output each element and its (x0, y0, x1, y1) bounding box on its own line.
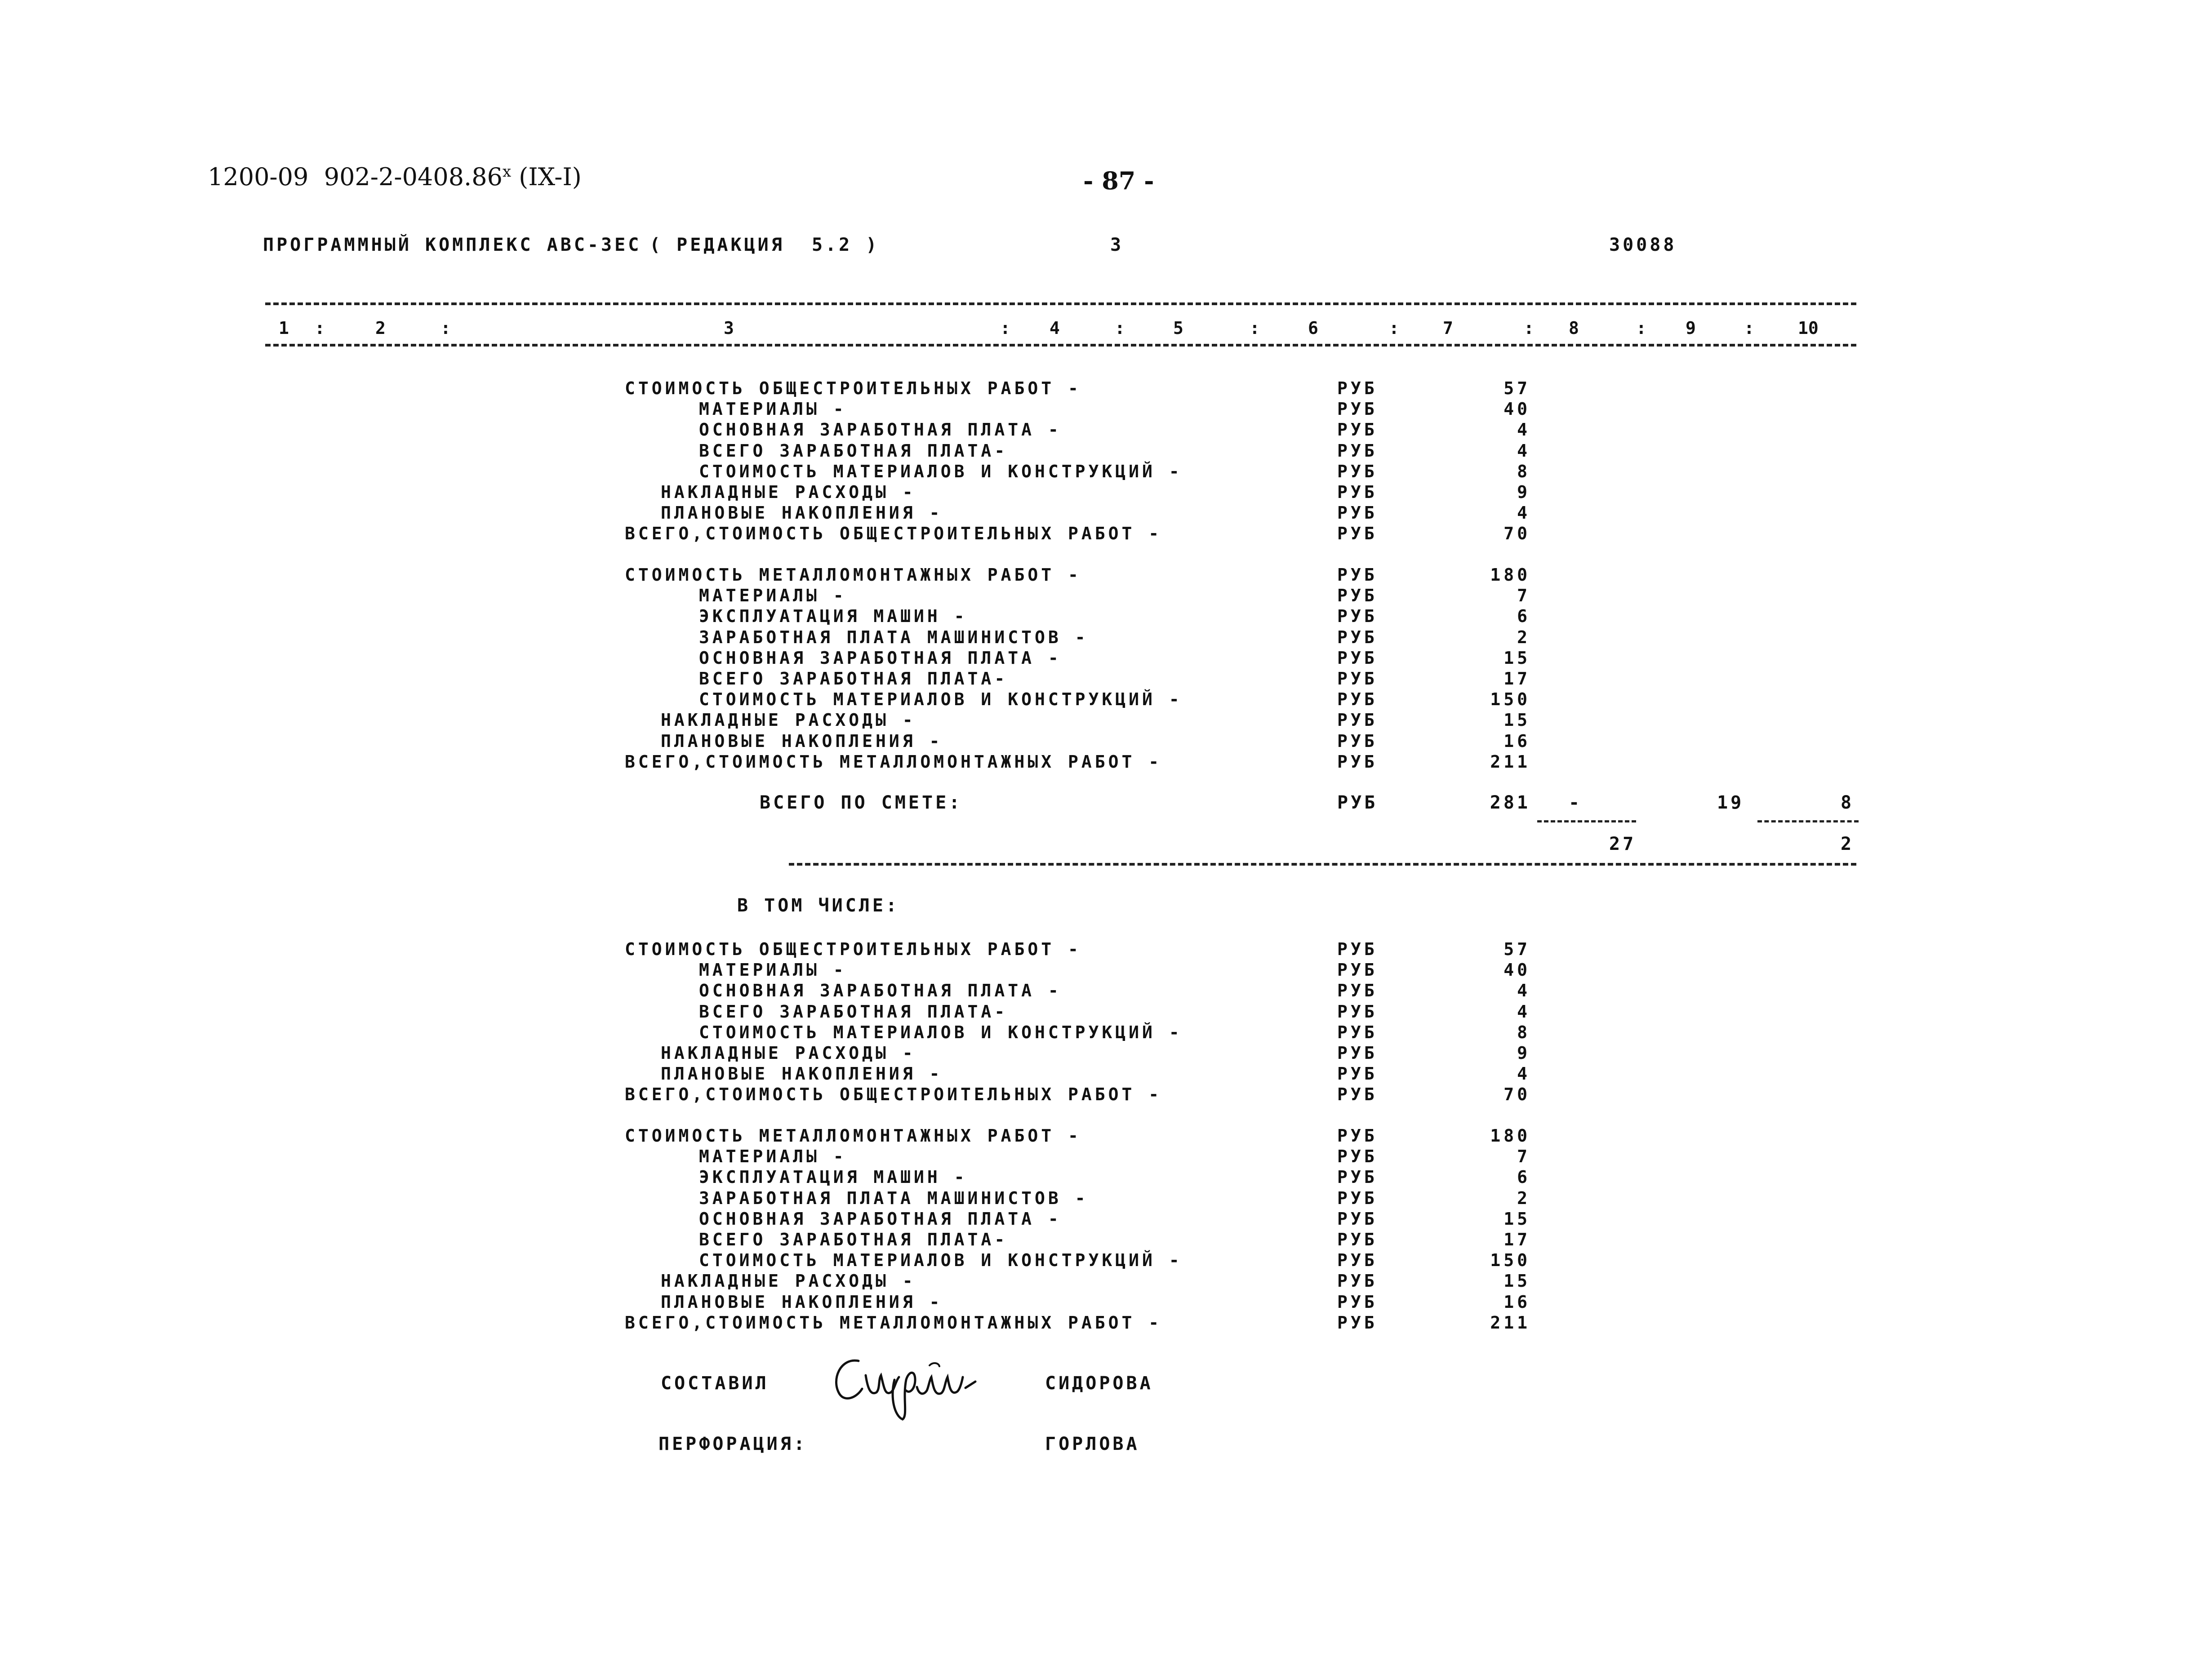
row-label: ПЛАНОВЫЕ НАКОПЛЕНИЯ - (661, 731, 943, 751)
row-value: 7 (1517, 1147, 1530, 1167)
row-value: 15 (1504, 1209, 1530, 1229)
estimate-row (0, 1002, 2193, 1022)
row-unit: РУБ (1337, 461, 1378, 481)
estimate-row (0, 1064, 2193, 1084)
row-value: 57 (1504, 939, 1530, 959)
row-value: 4 (1517, 420, 1530, 440)
estimate-row (0, 731, 2193, 752)
row-value: 17 (1504, 669, 1530, 689)
row-unit: РУБ (1337, 1022, 1378, 1042)
estimate-row (0, 441, 2193, 462)
column-separator: : (315, 318, 325, 338)
row-unit: РУБ (1337, 482, 1378, 502)
row-value: 150 (1490, 689, 1530, 710)
row-unit: РУБ (1337, 731, 1378, 751)
row-label: СТОИМОСТЬ МЕТАЛЛОМОНТАЖНЫХ РАБОТ - (625, 1126, 1081, 1146)
row-value: 4 (1517, 1001, 1530, 1022)
row-value: 40 (1504, 960, 1530, 980)
column-separator: : (1250, 318, 1260, 338)
subtotal-rule-col8 (1537, 820, 1636, 822)
row-value: 8 (1517, 461, 1530, 481)
row-unit: РУБ (1337, 606, 1378, 627)
row-label: НАКЛАДНЫЕ РАСХОДЫ - (661, 710, 916, 730)
row-unit: РУБ (1337, 689, 1378, 710)
row-label: ВСЕГО ЗАРАБОТНАЯ ПЛАТА- (699, 1230, 1008, 1249)
estimate-row (0, 399, 2193, 420)
row-unit: РУБ (1337, 586, 1378, 606)
row-unit: РУБ (1337, 1312, 1378, 1333)
total-rule (789, 863, 1856, 866)
row-value: 6 (1517, 1167, 1530, 1187)
row-label: ЭКСПЛУАТАЦИЯ МАШИН - (699, 1167, 968, 1187)
row-value: 17 (1504, 1230, 1530, 1249)
column-number: 1 (279, 318, 289, 338)
including-label: В ТОМ ЧИСЛЕ: (737, 895, 899, 916)
program-code: 30088 (1609, 235, 1677, 255)
row-label: СТОИМОСТЬ МЕТАЛЛОМОНТАЖНЫХ РАБОТ - (625, 565, 1081, 585)
compiled-label: СОСТАВИЛ (661, 1373, 769, 1394)
row-label: ВСЕГО ЗАРАБОТНАЯ ПЛАТА- (699, 1001, 1008, 1022)
estimate-row (0, 710, 2193, 731)
row-label: ПЛАНОВЫЕ НАКОПЛЕНИЯ - (661, 1064, 943, 1084)
row-unit: РУБ (1337, 1126, 1378, 1146)
program-edition: ( РЕДАКЦИЯ 5.2 ) (649, 235, 880, 255)
estimate-row (0, 524, 2193, 544)
estimate-row (0, 669, 2193, 689)
row-label: ВСЕГО,СТОИМОСТЬ МЕТАЛЛОМОНТАЖНЫХ РАБОТ - (625, 1312, 1162, 1333)
perforation-name: ГОРЛОВА (1045, 1434, 1140, 1454)
row-unit: РУБ (1337, 440, 1378, 461)
row-label: ВСЕГО ЗАРАБОТНАЯ ПЛАТА- (699, 669, 1008, 689)
row-unit: РУБ (1337, 420, 1378, 440)
total-unit: РУБ (1337, 792, 1378, 813)
estimate-row (0, 482, 2193, 503)
row-value: 150 (1490, 1250, 1530, 1271)
row-unit: РУБ (1337, 1230, 1378, 1249)
row-value: 180 (1490, 565, 1530, 585)
row-label: ПЛАНОВЫЕ НАКОПЛЕНИЯ - (661, 1292, 943, 1312)
column-number: 4 (1050, 318, 1060, 338)
row-value: 9 (1517, 482, 1530, 502)
row-unit: РУБ (1337, 1250, 1378, 1271)
row-value: 15 (1504, 648, 1530, 668)
column-number: 10 (1798, 318, 1819, 338)
row-value: 16 (1504, 731, 1530, 751)
row-label: МАТЕРИАЛЫ - (699, 586, 847, 606)
row-unit: РУБ (1337, 648, 1378, 668)
estimate-row (0, 1292, 2193, 1313)
row-unit: РУБ (1337, 939, 1378, 959)
row-label: НАКЛАДНЫЕ РАСХОДЫ - (661, 1043, 916, 1063)
row-label: ЗАРАБОТНАЯ ПЛАТА МАШИНИСТОВ - (699, 1188, 1089, 1208)
program-sheet: 3 (1110, 235, 1124, 255)
column-number: 7 (1443, 318, 1453, 338)
column-separator: : (1524, 318, 1534, 338)
row-label: ОСНОВНАЯ ЗАРАБОТНАЯ ПЛАТА - (699, 981, 1062, 1001)
row-label: ОСНОВНАЯ ЗАРАБОТНАЯ ПЛАТА - (699, 420, 1062, 440)
row-value: 4 (1517, 981, 1530, 1001)
document-code (208, 163, 582, 191)
row-value: 15 (1504, 1271, 1530, 1291)
row-unit: РУБ (1337, 1064, 1378, 1084)
perforation-label: ПЕРФОРАЦИЯ: (658, 1434, 807, 1454)
row-label: НАКЛАДНЫЕ РАСХОДЫ - (661, 1271, 916, 1291)
row-label: МАТЕРИАЛЫ - (699, 399, 847, 419)
row-value: 6 (1517, 606, 1530, 627)
row-unit: РУБ (1337, 1188, 1378, 1208)
estimate-row (0, 1084, 2193, 1105)
total-col10: 8 (1841, 792, 1855, 813)
row-label: СТОИМОСТЬ МАТЕРИАЛОВ И КОНСТРУКЦИЙ - (699, 1250, 1183, 1271)
row-value: 2 (1517, 1188, 1530, 1208)
row-unit: РУБ (1337, 378, 1378, 398)
row-unit: РУБ (1337, 1043, 1378, 1063)
row-unit: РУБ (1337, 1167, 1378, 1187)
estimate-row (0, 939, 2193, 960)
row-unit: РУБ (1337, 399, 1378, 419)
row-label: ВСЕГО,СТОИМОСТЬ ОБЩЕСТРОИТЕЛЬНЫХ РАБОТ - (625, 1084, 1162, 1105)
row-value: 70 (1504, 524, 1530, 544)
estimate-row (0, 606, 2193, 627)
estimate-row (0, 648, 2193, 669)
row-label: СТОИМОСТЬ ОБЩЕСТРОИТЕЛЬНЫХ РАБОТ - (625, 378, 1081, 398)
row-value: 70 (1504, 1084, 1530, 1105)
estimate-row (0, 1126, 2193, 1147)
row-unit: РУБ (1337, 981, 1378, 1001)
total-col9: 19 (1717, 792, 1744, 813)
column-separator: : (440, 318, 451, 338)
estimate-row (0, 462, 2193, 482)
row-label: ВСЕГО ЗАРАБОТНАЯ ПЛАТА- (699, 440, 1008, 461)
estimate-row (0, 689, 2193, 710)
row-unit: РУБ (1337, 669, 1378, 689)
document-code-suffix: (IX-I) (511, 163, 582, 191)
estimate-row (0, 752, 2193, 773)
estimate-row (0, 1188, 2193, 1209)
row-value: 180 (1490, 1126, 1530, 1146)
estimate-row (0, 1209, 2193, 1230)
total-col8: - (1569, 792, 1583, 813)
row-label: ЗАРАБОТНАЯ ПЛАТА МАШИНИСТОВ - (699, 627, 1089, 647)
row-value: 9 (1517, 1043, 1530, 1063)
estimate-row (0, 1147, 2193, 1167)
subtotal-col10: 2 (1841, 834, 1855, 854)
document-code-main: 1200-09 902-2-0408.86 (208, 163, 503, 191)
page-number: - 87 - (1083, 166, 1154, 195)
handwritten-signature (827, 1344, 980, 1425)
row-label: СТОИМОСТЬ МАТЕРИАЛОВ И КОНСТРУКЦИЙ - (699, 1022, 1183, 1042)
row-value: 40 (1504, 399, 1530, 419)
row-unit: РУБ (1337, 627, 1378, 647)
row-label: МАТЕРИАЛЫ - (699, 960, 847, 980)
estimate-row (0, 1167, 2193, 1188)
estimate-row (0, 420, 2193, 440)
row-label: НАКЛАДНЫЕ РАСХОДЫ - (661, 482, 916, 502)
header-rule-bottom (265, 344, 1856, 347)
row-label: ОСНОВНАЯ ЗАРАБОТНАЯ ПЛАТА - (699, 1209, 1062, 1229)
row-unit: РУБ (1337, 960, 1378, 980)
column-separator: : (1636, 318, 1646, 338)
row-label: СТОИМОСТЬ МАТЕРИАЛОВ И КОНСТРУКЦИЙ - (699, 689, 1183, 710)
column-number: 2 (375, 318, 386, 338)
row-value: 4 (1517, 503, 1530, 523)
estimate-row (0, 1230, 2193, 1250)
estimate-row (0, 627, 2193, 648)
estimate-row (0, 1313, 2193, 1333)
column-separator: : (1115, 318, 1125, 338)
row-unit: РУБ (1337, 1292, 1378, 1312)
estimate-row (0, 503, 2193, 524)
column-separator: : (1389, 318, 1399, 338)
column-separator: : (1000, 318, 1010, 338)
row-label: ОСНОВНАЯ ЗАРАБОТНАЯ ПЛАТА - (699, 648, 1062, 668)
header-rule-top (265, 302, 1856, 305)
estimate-row (0, 586, 2193, 606)
column-header-row (0, 318, 2193, 341)
total-value: 281 (1490, 792, 1530, 813)
total-label: ВСЕГО ПО СМЕТЕ: (760, 792, 963, 813)
row-label: ПЛАНОВЫЕ НАКОПЛЕНИЯ - (661, 503, 943, 523)
estimate-row (0, 1022, 2193, 1043)
row-unit: РУБ (1337, 524, 1378, 544)
row-label: ВСЕГО,СТОИМОСТЬ ОБЩЕСТРОИТЕЛЬНЫХ РАБОТ - (625, 524, 1162, 544)
row-unit: РУБ (1337, 503, 1378, 523)
row-unit: РУБ (1337, 710, 1378, 730)
estimate-row (0, 565, 2193, 586)
row-value: 4 (1517, 440, 1530, 461)
row-value: 211 (1490, 1312, 1530, 1333)
row-label: МАТЕРИАЛЫ - (699, 1147, 847, 1167)
column-separator: : (1744, 318, 1754, 338)
row-unit: РУБ (1337, 1271, 1378, 1291)
column-number: 6 (1308, 318, 1318, 338)
estimate-row (0, 1043, 2193, 1064)
estimate-row (0, 1250, 2193, 1271)
row-label: СТОИМОСТЬ МАТЕРИАЛОВ И КОНСТРУКЦИЙ - (699, 461, 1183, 481)
estimate-row (0, 1271, 2193, 1292)
row-unit: РУБ (1337, 751, 1378, 772)
row-value: 16 (1504, 1292, 1530, 1312)
row-value: 57 (1504, 378, 1530, 398)
row-unit: РУБ (1337, 1147, 1378, 1167)
estimate-row (0, 981, 2193, 1001)
row-unit: РУБ (1337, 1084, 1378, 1105)
estimate-row (0, 378, 2193, 399)
compiled-name: СИДОРОВА (1045, 1373, 1153, 1394)
subtotal-rule-col10 (1757, 820, 1859, 822)
row-value: 15 (1504, 710, 1530, 730)
column-number: 8 (1569, 318, 1579, 338)
row-label: ЭКСПЛУАТАЦИЯ МАШИН - (699, 606, 968, 627)
signature-drawing (827, 1344, 980, 1425)
row-label: СТОИМОСТЬ ОБЩЕСТРОИТЕЛЬНЫХ РАБОТ - (625, 939, 1081, 959)
column-number: 9 (1686, 318, 1696, 338)
column-number: 3 (724, 318, 734, 338)
estimate-row (0, 960, 2193, 981)
row-value: 211 (1490, 751, 1530, 772)
row-value: 2 (1517, 627, 1530, 647)
row-label: ВСЕГО,СТОИМОСТЬ МЕТАЛЛОМОНТАЖНЫХ РАБОТ - (625, 751, 1162, 772)
row-unit: РУБ (1337, 565, 1378, 585)
program-title: ПРОГРАММНЫЙ КОМПЛЕКС АВС-3ЕС (263, 235, 642, 255)
document-code-superscript: x (502, 163, 512, 181)
subtotal-col8: 27 (1609, 834, 1637, 854)
column-number: 5 (1173, 318, 1183, 338)
row-unit: РУБ (1337, 1209, 1378, 1229)
row-value: 4 (1517, 1064, 1530, 1084)
row-value: 7 (1517, 586, 1530, 606)
row-value: 8 (1517, 1022, 1530, 1042)
row-unit: РУБ (1337, 1001, 1378, 1022)
